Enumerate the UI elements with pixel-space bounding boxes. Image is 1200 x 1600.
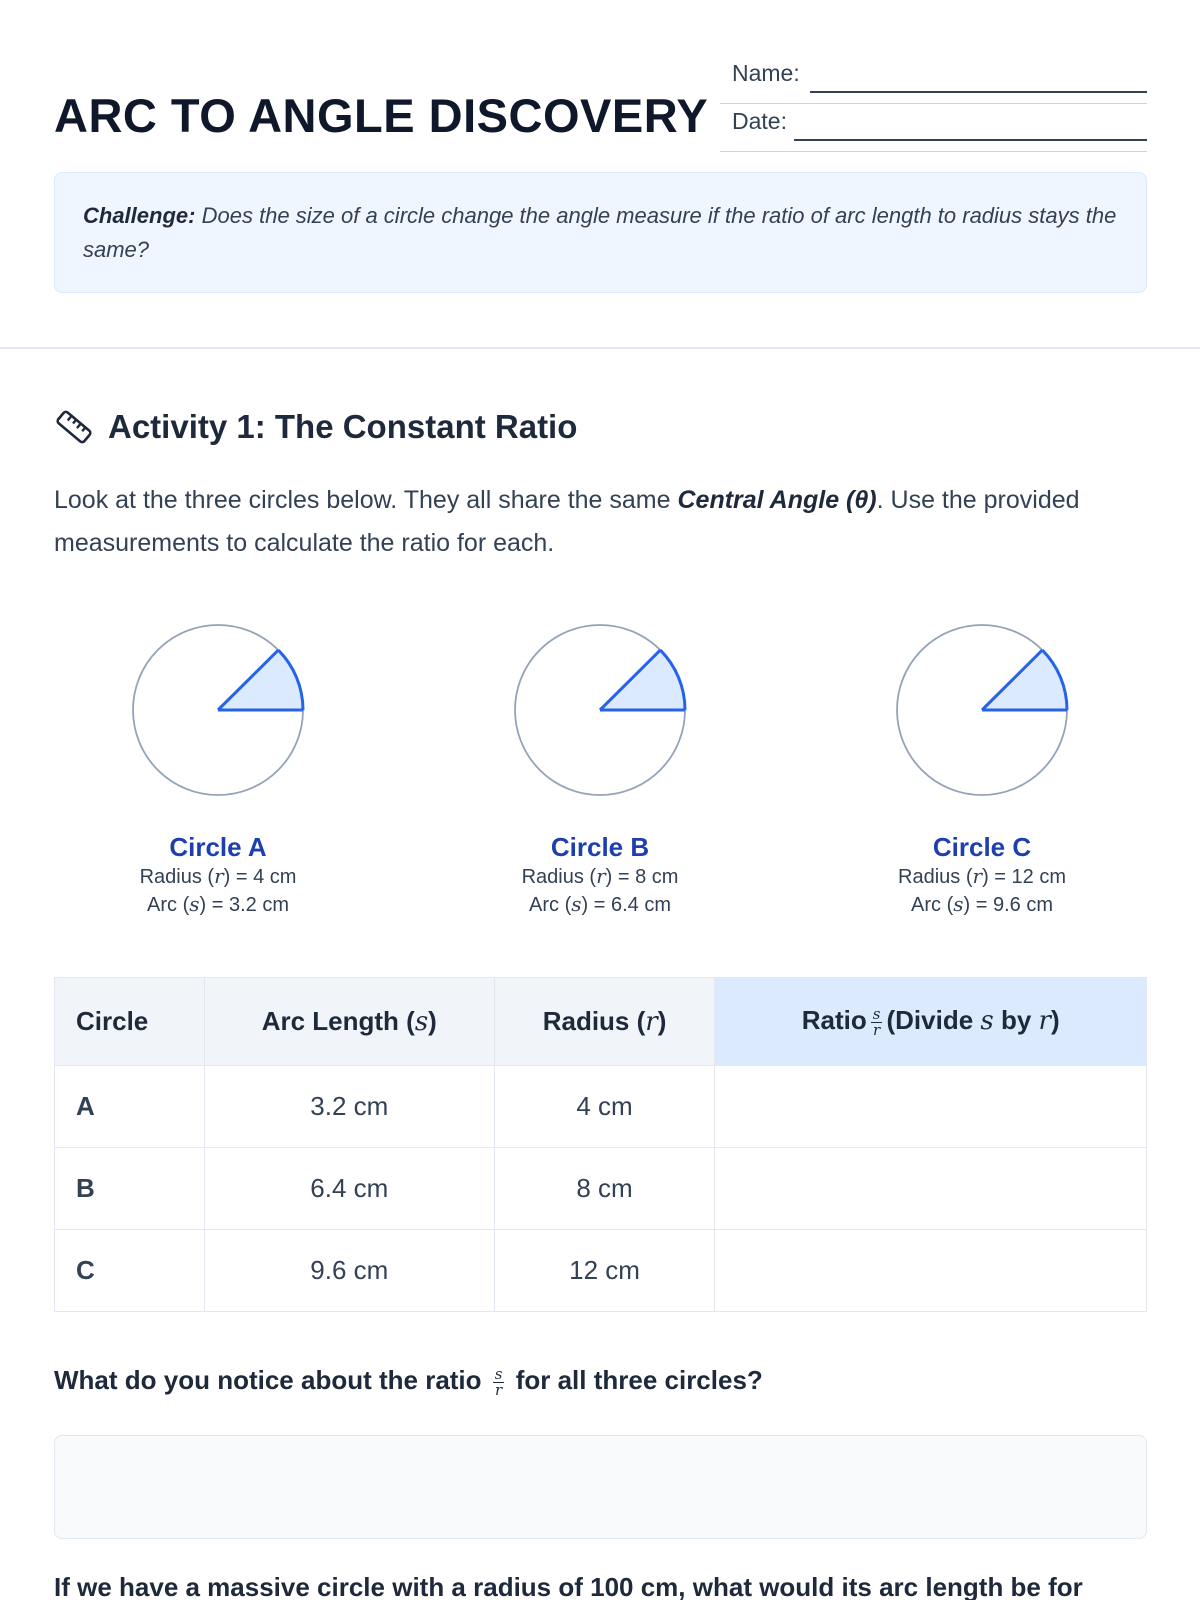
row-a-arc: 3.2 cm: [204, 1066, 494, 1148]
circle-b-name: Circle B: [550, 832, 650, 862]
circle-b-card: [470, 620, 730, 919]
ratio-table: [54, 977, 1147, 1312]
col-ratio-header: Ratio $\frac{s}{r}$ (Divide s by r): [715, 978, 1147, 1066]
question-1-answer-box[interactable]: [54, 1435, 1147, 1539]
circle-a-diagram: [128, 620, 308, 800]
circle-a-radius: Radius (r) = 4 cm: [139, 864, 297, 888]
circle-c-diagram: [892, 620, 1072, 800]
date-label: Date:: [732, 108, 791, 135]
question-2: If we have a massive circle with a radius of 100 cm, what would its arc length be for: [54, 1572, 1083, 1600]
worksheet-header: [54, 56, 1147, 146]
row-c-ratio-input[interactable]: [715, 1230, 1147, 1312]
row-a-circle: A: [55, 1066, 205, 1148]
circle-a-name: Circle A: [169, 832, 267, 862]
col-arc-header: Arc Length (s): [204, 978, 494, 1066]
intro-emphasis: Central Angle (θ): [677, 486, 877, 514]
challenge-box: [54, 172, 1147, 293]
table-row: [55, 1230, 1147, 1312]
activity1-intro: [54, 479, 1147, 565]
col-circle-header: Circle: [55, 978, 205, 1066]
row-c-radius: 12 cm: [494, 1230, 715, 1312]
page-title: ARC TO ANGLE DISCOVERY: [54, 89, 709, 142]
circle-b-radius: Radius (r) = 8 cm: [521, 864, 679, 888]
table-row: [55, 1066, 1147, 1148]
row-c-arc: 9.6 cm: [204, 1230, 494, 1312]
challenge-text: Does the size of a circle change the angle measure if the ratio of arc length to radius stays the same?: [83, 203, 1117, 262]
intro-text-start: Look at the three circles below. They all share the same: [54, 486, 678, 514]
circle-c-radius: Radius (r) = 12 cm: [898, 864, 1066, 888]
circle-c-arc: Arc (s) = 9.6 cm: [911, 892, 1053, 916]
question-1: What do you notice about the ratio $\frac{s}{r}$ for all three circles?: [54, 1364, 763, 1399]
date-field[interactable]: [720, 104, 1147, 152]
student-fields: [720, 56, 1147, 152]
circle-b-diagram: [510, 620, 690, 800]
activity1-title: Activity 1: The Constant Ratio: [108, 408, 578, 445]
circle-a-card: [88, 620, 348, 919]
section-divider: [0, 347, 1200, 349]
name-write-line[interactable]: [810, 91, 1147, 93]
circle-a-arc: Arc (s) = 3.2 cm: [147, 892, 289, 916]
ratio-fraction: $\frac{s}{r}$: [872, 1004, 881, 1039]
table-row: [55, 1148, 1147, 1230]
row-a-radius: 4 cm: [494, 1066, 715, 1148]
name-field[interactable]: [720, 56, 1147, 104]
question-1-fraction: $\frac{s}{r}$: [494, 1364, 503, 1399]
circle-c-card: [852, 620, 1112, 919]
name-label: Name:: [732, 60, 804, 87]
date-write-line[interactable]: [794, 139, 1147, 141]
circle-b-arc: Arc (s) = 6.4 cm: [529, 892, 671, 916]
ruler-icon: [54, 407, 94, 447]
row-b-ratio-input[interactable]: [715, 1148, 1147, 1230]
table-header-row: [55, 978, 1147, 1066]
circle-c-name: Circle C: [932, 832, 1032, 862]
row-c-circle: C: [55, 1230, 205, 1312]
row-a-ratio-input[interactable]: [715, 1066, 1147, 1148]
challenge-label: Challenge:: [83, 203, 196, 228]
row-b-radius: 8 cm: [494, 1148, 715, 1230]
row-b-circle: B: [55, 1148, 205, 1230]
activity1-heading: [54, 404, 577, 450]
row-b-arc: 6.4 cm: [204, 1148, 494, 1230]
intro-text-end: . Use the provided measurements to calculate the ratio for each.: [54, 486, 1080, 557]
col-radius-header: Radius (r): [494, 978, 715, 1066]
